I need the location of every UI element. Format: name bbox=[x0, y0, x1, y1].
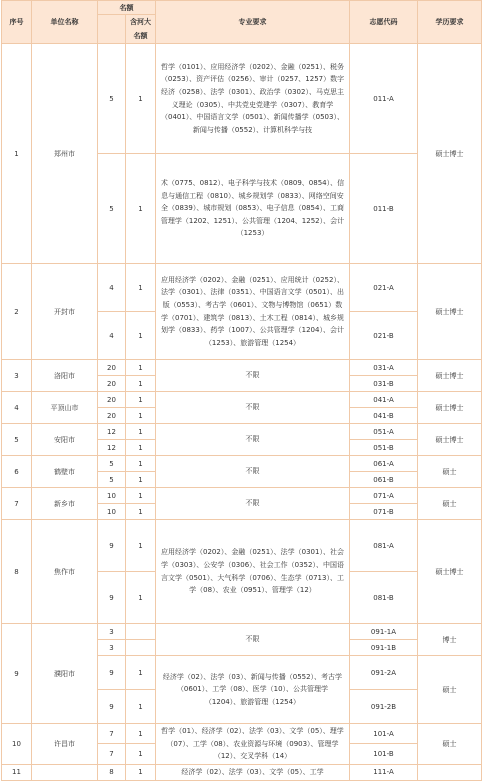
henan-quota-cell: 1 bbox=[126, 690, 156, 724]
code-cell: 091-2B bbox=[350, 690, 418, 724]
henan-quota-cell bbox=[126, 624, 156, 640]
code-cell: 011-B bbox=[350, 154, 418, 264]
header-unit: 单位名称 bbox=[32, 1, 98, 44]
quota-cell: 5 bbox=[98, 44, 126, 154]
unit-cell: 濮阳市 bbox=[32, 624, 98, 724]
unit-cell: 焦作市 bbox=[32, 520, 98, 624]
edu-cell: 硕士 bbox=[418, 488, 482, 520]
edu-cell: 硕士 bbox=[418, 724, 482, 765]
henan-quota-cell: 1 bbox=[126, 572, 156, 624]
code-cell: 051-B bbox=[350, 440, 418, 456]
table-row bbox=[2, 424, 482, 440]
quota-cell: 4 bbox=[98, 312, 126, 360]
quota-cell: 20 bbox=[98, 376, 126, 392]
seq-cell: 2 bbox=[2, 264, 32, 360]
unit-cell: 鹤壁市 bbox=[32, 456, 98, 488]
code-cell: 021-A bbox=[350, 264, 418, 312]
seq-cell: 7 bbox=[2, 488, 32, 520]
code-cell: 081-A bbox=[350, 520, 418, 572]
major-cell: 不限 bbox=[156, 624, 350, 656]
code-cell: 111-A bbox=[350, 764, 418, 780]
henan-quota-cell: 1 bbox=[126, 360, 156, 376]
henan-quota-cell: 1 bbox=[126, 154, 156, 264]
code-cell: 041-A bbox=[350, 392, 418, 408]
table-row bbox=[2, 44, 482, 154]
major-cell: 不限 bbox=[156, 456, 350, 488]
seq-cell: 8 bbox=[2, 520, 32, 624]
quota-cell: 3 bbox=[98, 624, 126, 640]
quota-table bbox=[1, 0, 482, 781]
seq-cell: 9 bbox=[2, 624, 32, 724]
henan-quota-cell: 1 bbox=[126, 488, 156, 504]
quota-cell: 12 bbox=[98, 424, 126, 440]
edu-cell: 博士 bbox=[418, 624, 482, 656]
quota-cell: 8 bbox=[98, 764, 126, 780]
quota-cell: 4 bbox=[98, 264, 126, 312]
edu-cell: 硕士博士 bbox=[418, 392, 482, 424]
quota-cell: 5 bbox=[98, 154, 126, 264]
table-row bbox=[2, 724, 482, 744]
henan-quota-cell: 1 bbox=[126, 764, 156, 780]
henan-quota-cell: 1 bbox=[126, 656, 156, 690]
henan-quota-cell: 1 bbox=[126, 44, 156, 154]
major-cell: 不限 bbox=[156, 360, 350, 392]
quota-cell: 3 bbox=[98, 640, 126, 656]
henan-quota-cell: 1 bbox=[126, 504, 156, 520]
edu-cell: 硕士 bbox=[418, 656, 482, 724]
table-row bbox=[2, 488, 482, 504]
henan-quota-cell: 1 bbox=[126, 392, 156, 408]
code-cell: 091-1A bbox=[350, 624, 418, 640]
seq-cell: 5 bbox=[2, 424, 32, 456]
henan-quota-cell: 1 bbox=[126, 376, 156, 392]
quota-cell: 7 bbox=[98, 744, 126, 764]
henan-quota-cell: 1 bbox=[126, 264, 156, 312]
header-henan-quota: 含河大名额 bbox=[126, 15, 156, 44]
unit-cell: 安阳市 bbox=[32, 424, 98, 456]
edu-cell: 硕士博士 bbox=[418, 44, 482, 264]
code-cell: 031-B bbox=[350, 376, 418, 392]
major-cell: 应用经济学（0202）、金融（0251）、应用统计（0252）、法学（0301）、法律（0351）、中国语言文学（0501）、出版（0553）、考古学（0601）、文物与博物馆（0651）数学（0701）、建筑学（0813）、土木工程（0814）、城乡规划学（0833）、药学（1007）、公共管理学（1204）、会计（1253）、旅游管理（1254） bbox=[156, 264, 350, 360]
quota-cell: 9 bbox=[98, 656, 126, 690]
table-row bbox=[2, 456, 482, 472]
major-cell: 不限 bbox=[156, 488, 350, 520]
major-cell: 哲学（0101）、应用经济学（0202）、金融（0251）、税务（0253）、资产评估（0256）、审计（0257、1257）数字经济（0258）、法学（0301）、政治学（0302）、马克思主义理论（0305）、中共党史党建学（0307）、教育学（0401）、中国语言文学（0501）、新闻传播学（0503）、新闻与传播（0552）、计算机科学与技 bbox=[156, 44, 350, 154]
quota-cell: 20 bbox=[98, 360, 126, 376]
code-cell: 071-A bbox=[350, 488, 418, 504]
major-cell: 经济学（02）、法学（03）、新闻与传播（0552）、考古学（0601）、工学（08）、医学（10）、公共管理学（1204）、旅游管理（1254） bbox=[156, 656, 350, 724]
henan-quota-cell bbox=[126, 640, 156, 656]
header-major: 专业要求 bbox=[156, 1, 350, 44]
edu-cell: 硕士博士 bbox=[418, 424, 482, 456]
unit-cell: 洛阳市 bbox=[32, 360, 98, 392]
quota-cell: 9 bbox=[98, 572, 126, 624]
seq-cell: 10 bbox=[2, 724, 32, 765]
major-cell: 术（0775、0812）、电子科学与技术（0809、0854）、信息与通信工程（0810）、城乡规划学（0833）、网络空间安全（0839）、城市规划（0853）、电子信息（0854）、工商管理学（1202、1251）、公共管理（1204、1252）、会计（1253） bbox=[156, 154, 350, 264]
henan-quota-cell: 1 bbox=[126, 424, 156, 440]
quota-cell: 5 bbox=[98, 456, 126, 472]
edu-cell: 硕士博士 bbox=[418, 360, 482, 392]
quota-cell: 9 bbox=[98, 520, 126, 572]
seq-cell: 1 bbox=[2, 44, 32, 264]
quota-cell: 12 bbox=[98, 440, 126, 456]
major-cell: 不限 bbox=[156, 424, 350, 456]
table-row bbox=[2, 360, 482, 376]
code-cell: 031-A bbox=[350, 360, 418, 376]
quota-cell: 10 bbox=[98, 504, 126, 520]
code-cell: 101-A bbox=[350, 724, 418, 744]
henan-quota-cell: 1 bbox=[126, 456, 156, 472]
table-row bbox=[2, 764, 482, 780]
table-row bbox=[2, 520, 482, 572]
code-cell: 071-B bbox=[350, 504, 418, 520]
table-row bbox=[2, 392, 482, 408]
unit-cell: 开封市 bbox=[32, 264, 98, 360]
quota-cell: 7 bbox=[98, 724, 126, 744]
code-cell: 051-A bbox=[350, 424, 418, 440]
code-cell: 011-A bbox=[350, 44, 418, 154]
table-row bbox=[2, 264, 482, 312]
quota-cell: 20 bbox=[98, 408, 126, 424]
quota-cell: 10 bbox=[98, 488, 126, 504]
major-cell: 经济学（02）、法学（03）、文学（05）、工学 bbox=[156, 764, 350, 780]
edu-cell bbox=[418, 764, 482, 780]
edu-cell: 硕士博士 bbox=[418, 520, 482, 624]
seq-cell: 4 bbox=[2, 392, 32, 424]
major-cell: 应用经济学（0202）、金融（0251）、法学（0301）、社会学（0303）、公安学（0306）、社会工作（0352）、中国语言文学（0501）、大气科学（0706）、生态学（0713）、工学（08）、农业（0951）、管理学（12） bbox=[156, 520, 350, 624]
seq-cell: 6 bbox=[2, 456, 32, 488]
unit-cell: 许昌市 bbox=[32, 724, 98, 765]
major-cell: 不限 bbox=[156, 392, 350, 424]
unit-cell: 平顶山市 bbox=[32, 392, 98, 424]
code-cell: 091-1B bbox=[350, 640, 418, 656]
code-cell: 081-B bbox=[350, 572, 418, 624]
header-code: 志愿代码 bbox=[350, 1, 418, 44]
henan-quota-cell: 1 bbox=[126, 472, 156, 488]
major-cell: 哲学（01）、经济学（02）、法学（03）、文学（05）、理学（07）、工学（08）、农业资源与环境（0903）、管理学（12）、交叉学科（14） bbox=[156, 724, 350, 765]
code-cell: 061-B bbox=[350, 472, 418, 488]
code-cell: 101-B bbox=[350, 744, 418, 764]
edu-cell: 硕士博士 bbox=[418, 264, 482, 360]
code-cell: 041-B bbox=[350, 408, 418, 424]
seq-cell: 11 bbox=[2, 764, 32, 780]
code-cell: 061-A bbox=[350, 456, 418, 472]
henan-quota-cell: 1 bbox=[126, 520, 156, 572]
henan-quota-cell: 1 bbox=[126, 312, 156, 360]
code-cell: 091-2A bbox=[350, 656, 418, 690]
unit-cell: 新乡市 bbox=[32, 488, 98, 520]
header-edu: 学历要求 bbox=[418, 1, 482, 44]
unit-cell bbox=[32, 764, 98, 780]
henan-quota-cell: 1 bbox=[126, 744, 156, 764]
edu-cell: 硕士 bbox=[418, 456, 482, 488]
quota-cell: 20 bbox=[98, 392, 126, 408]
header-seq: 序号 bbox=[2, 1, 32, 44]
table-row bbox=[2, 624, 482, 640]
unit-cell: 郑州市 bbox=[32, 44, 98, 264]
seq-cell: 3 bbox=[2, 360, 32, 392]
header-quota: 名额 bbox=[98, 1, 156, 15]
henan-quota-cell: 1 bbox=[126, 440, 156, 456]
henan-quota-cell: 1 bbox=[126, 724, 156, 744]
quota-cell: 5 bbox=[98, 472, 126, 488]
code-cell: 021-B bbox=[350, 312, 418, 360]
henan-quota-cell: 1 bbox=[126, 408, 156, 424]
quota-cell: 9 bbox=[98, 690, 126, 724]
header-quota-total bbox=[98, 15, 126, 44]
